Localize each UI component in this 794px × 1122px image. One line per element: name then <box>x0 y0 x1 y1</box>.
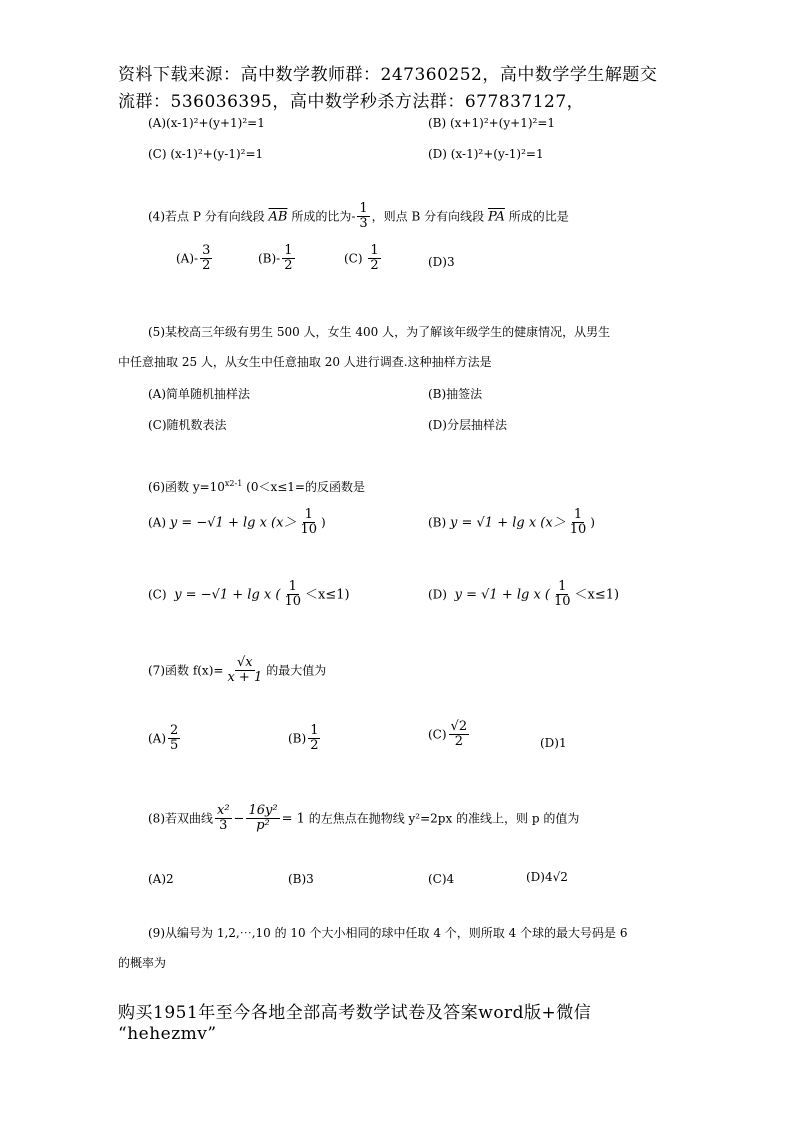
header-line-2: 流群：536036395，高中数学秒杀方法群：677837127， <box>118 92 585 112</box>
q3-option-a: (A)(x-1)²+(y+1)²=1 <box>148 116 265 130</box>
q5-option-b: (B)抽签法 <box>428 387 483 401</box>
q5-option-c: (C)随机数表法 <box>148 418 227 432</box>
question-5-line-1: (5)某校高三年级有男生 500 人，女生 400 人，为了解该年级学生的健康情况，从男生 <box>148 325 611 339</box>
q3-option-d: (D) (x-1)²+(y-1)²=1 <box>428 147 544 161</box>
question-9-line-1: (9)从编号为 1,2,⋯,10 的 10 个大小相同的球中任取 4 个，则所取 4 个球的最大号码是 6 <box>148 926 628 940</box>
q5-option-a: (A)简单随机抽样法 <box>148 387 251 401</box>
q7-option-c: (C) $\frac{√2}{2}$ <box>428 719 468 750</box>
q4-option-d: (D)3 <box>428 255 455 269</box>
footer-line-1: 购买1951年至今各地全部高考数学试卷及答案word版+微信 <box>118 1003 592 1023</box>
q8-option-a: (A)2 <box>148 872 174 886</box>
q8-option-b: (B)3 <box>288 872 314 886</box>
q3-option-b: (B) (x+1)²+(y+1)²=1 <box>428 116 556 130</box>
question-4-stem: (4)若点 P 分有向线段 $\overline{AB}$ 所成的比为- $\frac{1}{3}$ ，则点 B 分有向线段 $\overline{PA}$ 所成的比是 <box>148 201 569 232</box>
question-8-stem: (8)若双曲线 $\frac{\text{x²}}{3}$ − $\frac{\text{16y²}}{\text{p²}}$ = 1 的左焦点在抛物线 y²=2px 的准线上，则 p 的值为 <box>148 803 580 834</box>
q6-option-d: (D) y = √1 + lg x ( $\frac{1}{10}$ ＜x≤1) <box>428 579 620 610</box>
q8-option-d: (D)4√2 <box>526 870 568 884</box>
q4-option-c: (C) $\frac{1}{2}$ <box>344 243 379 274</box>
footer-line-2: “hehezmv” <box>118 1024 217 1044</box>
q4-option-b: (B)- $\frac{1}{2}$ <box>258 243 293 274</box>
q7-option-d: (D)1 <box>540 736 567 750</box>
question-6-stem: (6)函数 $y=10^{x2-1}$ (0＜x≤1=的反函数是 <box>148 479 365 494</box>
q3-option-c: (C) (x-1)²+(y-1)²=1 <box>148 147 264 161</box>
header-line-1: 资料下载来源：高中数学教师群：247360252，高中数学学生解题交 <box>118 65 658 85</box>
q6-option-c: (C) y = −√1 + lg x ( $\frac{1}{10}$ ＜x≤1) <box>148 579 350 610</box>
q7-option-a: (A) $\frac{2}{5}$ <box>148 723 179 754</box>
q4-option-a: (A)- $\frac{3}{2}$ <box>176 243 211 274</box>
q5-option-d: (D)分层抽样法 <box>428 418 507 432</box>
question-9-line-2: 的概率为 <box>118 956 167 970</box>
q6-option-b: (B) y = √1 + lg x (x＞ $\frac{1}{10}$ ) <box>428 507 595 538</box>
q6-option-a: (A) y = −√1 + lg x (x＞ $\frac{1}{10}$ ) <box>148 507 326 538</box>
question-7-stem: (7)函数 f(x)= $\frac{√x}{x + 1}$ 的最大值为 <box>148 655 327 686</box>
question-5-line-2: 中任意抽取 25 人，从女生中任意抽取 20 人进行调查.这种抽样方法是 <box>118 355 492 369</box>
q7-option-b: (B) $\frac{1}{2}$ <box>288 723 319 754</box>
q8-option-c: (C)4 <box>428 872 455 886</box>
